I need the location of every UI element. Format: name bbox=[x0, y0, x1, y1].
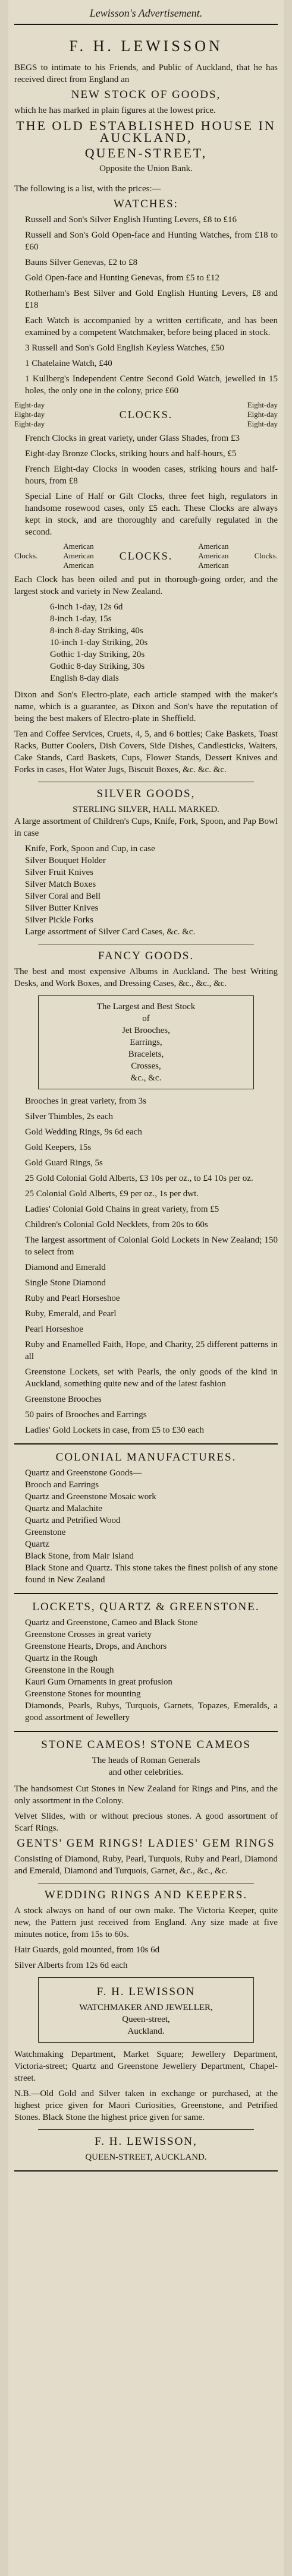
list-item: Eight-day bbox=[247, 410, 278, 419]
list-item: Greenstone Stones for mounting bbox=[25, 1689, 141, 1699]
list-item: Gothic 1-day Striking, 20s bbox=[50, 650, 145, 659]
list-item: Silver Fruit Knives bbox=[25, 868, 93, 877]
list-item: Russell and Son's Gold Open-face and Hunting Watches, from £18 to £60 bbox=[25, 230, 278, 252]
list-item: 6-inch 1-day, 12s 6d bbox=[50, 602, 123, 612]
list-item: Silver Match Boxes bbox=[25, 880, 96, 889]
list-item: Eight-day bbox=[14, 410, 45, 419]
list-item: Black Stone, from Mair Island bbox=[25, 1551, 134, 1561]
list-item: Large assortment of Silver Card Cases, &c. &c. bbox=[25, 927, 196, 937]
list-item: Pearl Horseshoe bbox=[25, 1325, 83, 1334]
ad-header: Lewisson's Advertisement. bbox=[14, 4, 278, 25]
divider bbox=[14, 1443, 278, 1445]
cameos-para: The handsomest Cut Stones in New Zealand for Rings and Pins, and the only assortment in the Colony. bbox=[14, 1784, 278, 1806]
new-stock-heading: NEW STOCK OF GOODS, bbox=[71, 88, 221, 101]
list-item: Ruby and Pearl Horseshoe bbox=[25, 1294, 120, 1303]
box-line: Jet Brooches, bbox=[122, 1026, 170, 1035]
colonial-heading: COLONIAL MANUFACTURES. bbox=[55, 1451, 237, 1464]
american-clocks-block bbox=[14, 542, 278, 570]
silver-para: A large assortment of Children's Cups, Knife, Fork, Spoon, and Pap Bowl in case bbox=[14, 817, 278, 838]
list-item: Brooch and Earrings bbox=[25, 1480, 99, 1490]
list-item: Quartz and Malachite bbox=[25, 1504, 102, 1513]
cameos-heading: STONE CAMEOS! STONE CAMEOS bbox=[41, 1739, 251, 1751]
colonial-list bbox=[14, 1467, 278, 1586]
list-item: Quartz in the Rough bbox=[25, 1654, 98, 1663]
list-item: 8-inch 1-day, 15s bbox=[50, 614, 112, 624]
list-item: Silver Butter Knives bbox=[25, 903, 99, 913]
list-item: Greenstone Lockets, set with Pearls, the only goods of the kind in Auckland, something quite new and of the latest fashion bbox=[25, 1367, 278, 1389]
list-item: American bbox=[198, 551, 229, 560]
list-item: Quartz and Greenstone Mosaic work bbox=[25, 1492, 156, 1502]
list-item: Bauns Silver Genevas, £2 to £8 bbox=[25, 258, 138, 267]
watches-heading: WATCHES: bbox=[114, 198, 178, 210]
jet-box bbox=[38, 995, 254, 1089]
list-item: Ruby, Emerald, and Pearl bbox=[25, 1309, 117, 1319]
list-item: English 8-day dials bbox=[50, 674, 119, 683]
signature-street: Queen-street, bbox=[122, 2015, 170, 2024]
list-item: American bbox=[63, 542, 94, 551]
list-item: Brooches in great variety, from 3s bbox=[25, 1096, 146, 1106]
box-line: The Largest and Best Stock bbox=[96, 1002, 196, 1012]
list-item: Special Line of Half or Gilt Clocks, three feet high, regulators in handsome rosewood cases, only £5 each. These Clocks are always kept in stock, and are thoroughly and carefully regulated in the second. bbox=[25, 492, 278, 537]
list-item: Greenstone Hearts, Drops, and Anchors bbox=[25, 1642, 167, 1651]
list-item: Quartz and Greenstone Goods— bbox=[25, 1468, 142, 1478]
signature-town: Auckland. bbox=[127, 2027, 165, 2036]
list-item: Greenstone Crosses in great variety bbox=[25, 1630, 152, 1639]
footer-name: F. H. LEWISSON, bbox=[95, 2135, 197, 2148]
fancy-heading: FANCY GOODS. bbox=[98, 950, 194, 962]
list-item: Children's Colonial Gold Necklets, from 20s to 60s bbox=[25, 1220, 208, 1229]
list-item: American bbox=[198, 561, 229, 570]
list-item: American bbox=[198, 542, 229, 551]
intro-text: BEGS to intimate to his Friends, and Public of Auckland, that he has received direct from England an bbox=[14, 63, 278, 84]
plated-para: Dixon and Son's Electro-plate, each article stamped with the maker's name, which is a guarantee, as Dixon and Son's have the reputation of being the best makers of Electro-plate in Sheffield. bbox=[14, 690, 278, 723]
advertisement-page bbox=[8, 0, 284, 2576]
box-line: Crosses, bbox=[131, 1061, 161, 1071]
following-line: The following is a list, with the prices:— bbox=[14, 184, 161, 194]
list-item: Russell and Son's Silver English Hunting Levers, £8 to £16 bbox=[25, 215, 237, 225]
list-item: American bbox=[63, 561, 94, 570]
list-item: Diamond and Emerald bbox=[25, 1263, 106, 1272]
list-item: Ladies' Colonial Gold Chains in great variety, from £5 bbox=[25, 1205, 219, 1214]
lockets-list bbox=[14, 1617, 278, 1724]
watchmaking-para: Watchmaking Department, Market Square; Jewellery Department, Victoria-street; Quartz and Greenstone Jewellery Department, Chapel-street. bbox=[14, 2050, 278, 2083]
list-item: Quartz bbox=[25, 1540, 49, 1549]
box-line: Bracelets, bbox=[128, 1050, 164, 1059]
list-item: 10-inch 1-day Striking, 20s bbox=[50, 638, 148, 647]
signature-title: WATCHMAKER AND JEWELLER, bbox=[79, 2003, 213, 2012]
wedding-heading: WEDDING RINGS AND KEEPERS. bbox=[44, 1889, 248, 1901]
american-desc: Each Clock has been oiled and put in thorough-going order, and the largest stock and variety in New Zealand. bbox=[14, 575, 278, 596]
box-line: &c., &c. bbox=[130, 1073, 162, 1083]
silver-heading: SILVER GOODS, bbox=[96, 788, 196, 800]
gem-heading: GENTS' GEM RINGS! LADIES' GEM RINGS bbox=[17, 1837, 275, 1850]
list-item: Greenstone Brooches bbox=[25, 1395, 102, 1404]
list-item: Gold Keepers, 15s bbox=[25, 1143, 92, 1152]
silver-list bbox=[14, 843, 278, 938]
box-line: of bbox=[142, 1014, 150, 1023]
clocks-side-label: Clocks. bbox=[254, 551, 278, 560]
list-item: Each Watch is accompanied by a written certificate, and has been examined by a competent Watchmaker, before being placed in stock. bbox=[25, 316, 278, 337]
lockets-heading: LOCKETS, QUARTZ & GREENSTONE. bbox=[32, 1601, 260, 1613]
list-item: 1 Chatelaine Watch, £40 bbox=[25, 359, 112, 368]
list-item: Greenstone bbox=[25, 1528, 66, 1537]
clocks-desc bbox=[14, 432, 278, 538]
list-item: Silver Bouquet Holder bbox=[25, 856, 106, 865]
hair-line: Hair Guards, gold mounted, from 10s 6d bbox=[14, 1945, 160, 1955]
signature-name: F. H. LEWISSON bbox=[96, 1986, 196, 1998]
signature-box bbox=[38, 1977, 254, 2043]
list-item: Diamonds, Pearls, Rubys, Turquois, Garnets, Topazes, Emeralds, a good assortment of Jewellery bbox=[25, 1701, 278, 1722]
list-item: Gold Guard Rings, 5s bbox=[25, 1158, 103, 1168]
list-item: Greenstone in the Rough bbox=[25, 1665, 114, 1675]
clocks-label: CLOCKS. bbox=[119, 550, 173, 562]
tea-para: Ten and Coffee Services, Cruets, 4, 5, and 6 bottles; Cake Baskets, Toast Racks, Butter Coolers, Dish Covers, Side Dishes, Candlesticks, Waiters, Cake Stands, Card Baskets, Cups, Flower Stands, Dessert Knives and Forks in cases, Hot Water Jugs, Biscuit Boxes, &c. &c. &c. bbox=[14, 729, 278, 775]
wedding-para: A stock always on hand of our own make. The Victoria Keeper, quite new, the Pattern just received from England. Any size made at five minutes notice, from 15s to 60s. bbox=[14, 1906, 278, 1939]
list-item: Quartz and Greenstone, Cameo and Black Stone bbox=[25, 1618, 198, 1627]
list-item: 1 Kullberg's Independent Centre Second Gold Watch, jewelled in 15 holes, the only one in the colony, price £60 bbox=[25, 374, 278, 396]
list-item: Single Stone Diamond bbox=[25, 1278, 106, 1288]
inch-list bbox=[14, 601, 278, 684]
intro-text-2: which he has marked in plain figures at the lowest price. bbox=[14, 106, 216, 115]
eight-day-clocks-block bbox=[14, 400, 278, 429]
list-item: 8-inch 8-day Striking, 40s bbox=[50, 626, 143, 636]
divider bbox=[14, 2170, 278, 2172]
list-item: Eight-day bbox=[247, 419, 278, 428]
silver-subheading: STERLING SILVER, HALL MARKED. bbox=[73, 805, 219, 814]
list-item: French Clocks in great variety, under Glass Shades, from £3 bbox=[25, 434, 240, 443]
list-item: Eight-day bbox=[14, 419, 45, 428]
list-item: Quartz and Petrified Wood bbox=[25, 1516, 121, 1525]
street-heading: QUEEN-STREET, bbox=[84, 146, 208, 160]
velvet-para: Velvet Slides, with or without precious stones. A good assortment of Scarf Rings. bbox=[14, 1812, 278, 1833]
list-item: 50 pairs of Brooches and Earrings bbox=[25, 1410, 147, 1420]
list-item: Eight-day bbox=[247, 400, 278, 409]
list-item: Eight-day Bronze Clocks, striking hours and half-hours, £5 bbox=[25, 449, 237, 459]
list-item: Eight-day bbox=[14, 400, 45, 409]
cameos-sub-1: The heads of Roman Generals bbox=[92, 1756, 200, 1765]
list-item: Ladies' Gold Lockets in case, from £5 to £30 each bbox=[25, 1426, 204, 1435]
footer-street: QUEEN-STREET, AUCKLAND. bbox=[85, 2153, 207, 2162]
list-item: 25 Gold Colonial Gold Alberts, £3 10s per oz., to £4 10s per oz. bbox=[25, 1174, 253, 1183]
alberts-line: Silver Alberts from 12s 6d each bbox=[14, 1961, 128, 1970]
name-line: F. H. LEWISSON bbox=[69, 37, 223, 55]
list-item: American bbox=[63, 551, 94, 560]
list-item: The largest assortment of Colonial Gold Lockets in New Zealand; 150 to select from bbox=[25, 1235, 278, 1257]
cameos-sub-2: and other celebrities. bbox=[108, 1768, 184, 1777]
list-item: Knife, Fork, Spoon and Cup, in case bbox=[25, 844, 155, 854]
list-item: Rotherham's Best Silver and Gold English Hunting Levers, £8 and £18 bbox=[25, 289, 278, 310]
list-item: 3 Russell and Son's Gold English Keyless Watches, £50 bbox=[25, 343, 224, 353]
list-item: French Eight-day Clocks in wooden cases, striking hours and half-hours, from £8 bbox=[25, 464, 278, 486]
box-line: Earrings, bbox=[130, 1038, 162, 1047]
gem-para: Consisting of Diamond, Ruby, Pearl, Turquois, Ruby and Pearl, Diamond and Emerald, Diamond and Turquois, Garnet, &c., &c., &c. bbox=[14, 1854, 278, 1876]
opposite-line: Opposite the Union Bank. bbox=[99, 164, 193, 173]
old-house-heading: THE OLD ESTABLISHED HOUSE IN AUCKLAND, bbox=[16, 118, 276, 145]
clocks-side-label: Clocks. bbox=[14, 551, 38, 560]
clocks-label: CLOCKS. bbox=[119, 409, 173, 421]
fancy-para: The best and most expensive Albums in Auckland. The best Writing Desks, and Work Boxes, and Dressing Cases, &c., &c., &c. bbox=[14, 967, 278, 988]
list-item: Ruby and Enamelled Faith, Hope, and Charity, 25 different patterns in all bbox=[25, 1340, 278, 1361]
nb-para: N.B.—Old Gold and Silver taken in exchange or purchased, at the highest price given for Maori Curiosities, Greenstone, and Petrified Stones. Black Stone the highest price given for same. bbox=[14, 2089, 278, 2122]
list-item: Black Stone and Quartz. This stone takes the finest polish of any stone found in New Zealand bbox=[25, 1563, 278, 1585]
jewel-list bbox=[14, 1095, 278, 1436]
list-item: Gold Wedding Rings, 9s 6d each bbox=[25, 1127, 142, 1137]
list-item: Silver Coral and Bell bbox=[25, 892, 101, 901]
list-item: Silver Pickle Forks bbox=[25, 915, 93, 925]
divider bbox=[14, 1731, 278, 1732]
divider bbox=[14, 1593, 278, 1594]
divider bbox=[38, 2129, 254, 2130]
list-item: Gold Open-face and Hunting Genevas, from £5 to £12 bbox=[25, 273, 219, 283]
list-item: Silver Thimbles, 2s each bbox=[25, 1112, 114, 1121]
watches-list bbox=[14, 214, 278, 397]
list-item: Gothic 8-day Striking, 30s bbox=[50, 662, 145, 671]
list-item: 25 Colonial Gold Alberts, £9 per oz., 1s per dwt. bbox=[25, 1189, 199, 1199]
list-item: Kauri Gum Ornaments in great profusion bbox=[25, 1677, 172, 1687]
